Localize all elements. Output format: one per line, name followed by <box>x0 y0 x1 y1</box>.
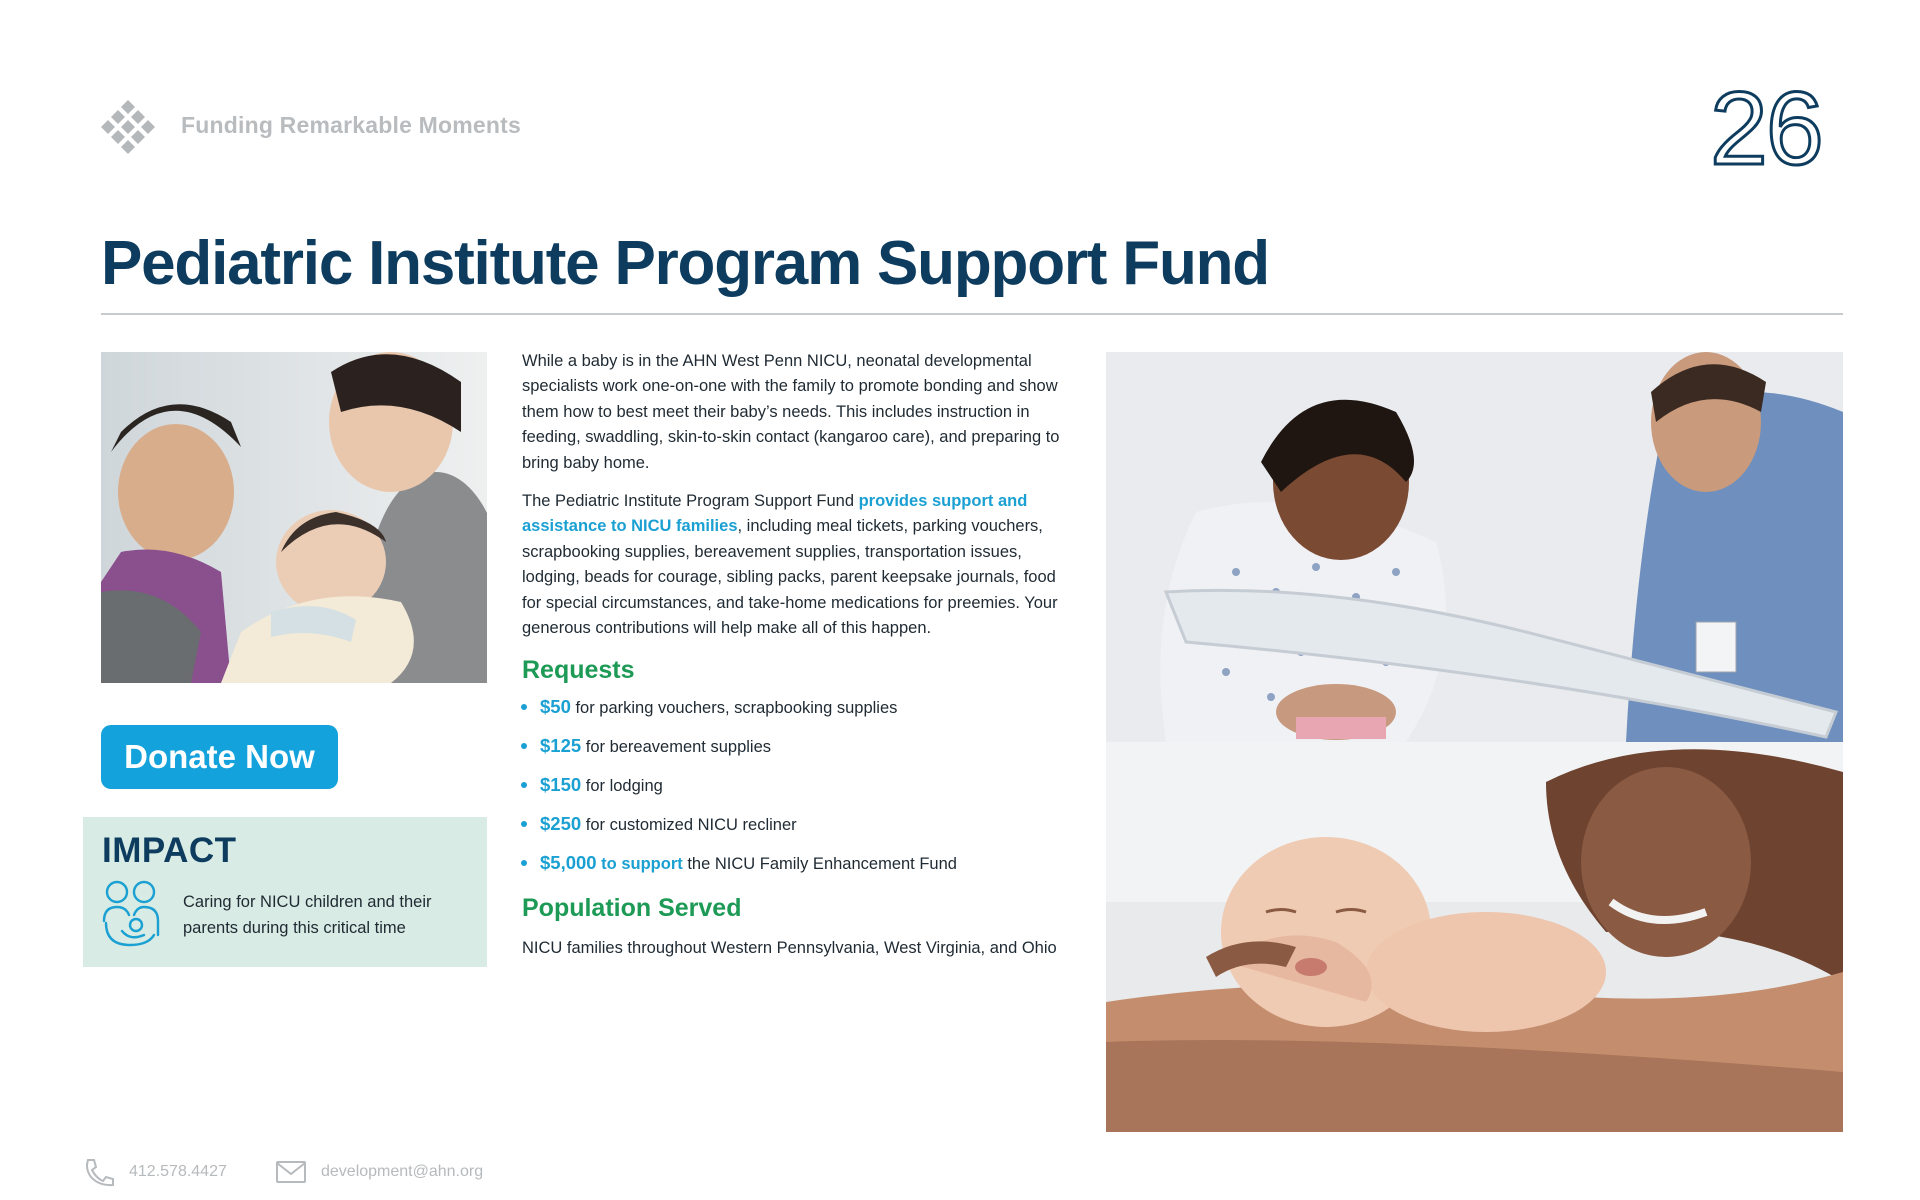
request-description: the NICU Family Enhancement Fund <box>682 855 957 874</box>
fund-paragraph-highlight: provides support and assistance to NICU families <box>522 492 1028 536</box>
request-amount: $250 <box>540 813 582 835</box>
request-description: for customized NICU recliner <box>581 816 797 835</box>
page-title: Pediatric Institute Program Support Fund <box>101 229 1269 298</box>
request-item <box>522 773 1062 812</box>
footer-email[interactable] <box>275 1157 483 1187</box>
requests-list <box>522 695 1062 890</box>
fund-paragraph-lead: The Pediatric Institute Program Support Fund <box>522 492 859 511</box>
footer-phone[interactable] <box>83 1157 227 1187</box>
request-description: for parking vouchers, scrapbooking supplies <box>570 699 898 718</box>
request-item <box>522 734 1062 773</box>
fund-paragraph-rest: , including meal tickets, parking vouchers, scrapbooking supplies, bereavement supplies, transportation issues, lodging, beads for courage, sibling packs, parent keepsake journals, food for special circumstances, and take-home medications for preemies. Your generous contributions will help make all of this happen. <box>522 517 1058 638</box>
body-column <box>522 349 1062 961</box>
request-item <box>522 851 1062 890</box>
population-text: NICU families throughout Western Pennsylvania, West Virginia, and Ohio <box>522 939 1057 958</box>
header-label: Funding Remarkable Moments <box>181 112 522 138</box>
request-amount: $50 <box>540 696 571 718</box>
diamond-lattice-logo-icon <box>100 98 156 154</box>
request-description: for bereavement supplies <box>581 738 772 757</box>
population-heading: Population Served <box>522 894 742 923</box>
envelope-icon <box>275 1157 307 1187</box>
request-amount: $150 <box>540 774 582 796</box>
fund-paragraph <box>522 489 1062 641</box>
donate-now-button[interactable]: Donate Now <box>101 725 338 789</box>
request-item <box>522 695 1062 734</box>
requests-heading: Requests <box>522 656 635 685</box>
phone-icon <box>83 1157 115 1187</box>
intro-paragraph: While a baby is in the AHN West Penn NICU, neonatal developmental specialists work one-on-one with the family to promote bonding and show them how to best meet their baby’s needs. This includes instruction in feeding, swaddling, skin-to-skin contact (kangaroo care), and preparing to bring baby home. <box>522 352 1060 472</box>
request-amount-suffix: to support <box>596 855 683 874</box>
request-item <box>522 812 1062 851</box>
mother-skin-to-skin-with-newborn-photo <box>1106 742 1843 1132</box>
family-care-icon <box>100 879 166 951</box>
title-divider <box>101 313 1843 315</box>
mother-and-nurse-with-newborn-photo <box>1106 352 1843 742</box>
email-address: development@ahn.org <box>321 1163 484 1180</box>
phone-number: 412.578.4427 <box>129 1163 227 1180</box>
impact-box <box>83 817 487 967</box>
request-amount: $125 <box>540 735 582 757</box>
family-holding-newborn-photo <box>101 352 487 683</box>
request-description: for lodging <box>581 777 663 796</box>
impact-text: Caring for NICU children and their parents during this critical time <box>183 893 432 937</box>
page-number: 26 <box>1710 71 1822 187</box>
impact-heading: IMPACT <box>102 831 237 870</box>
request-amount: $5,000 <box>540 852 597 874</box>
